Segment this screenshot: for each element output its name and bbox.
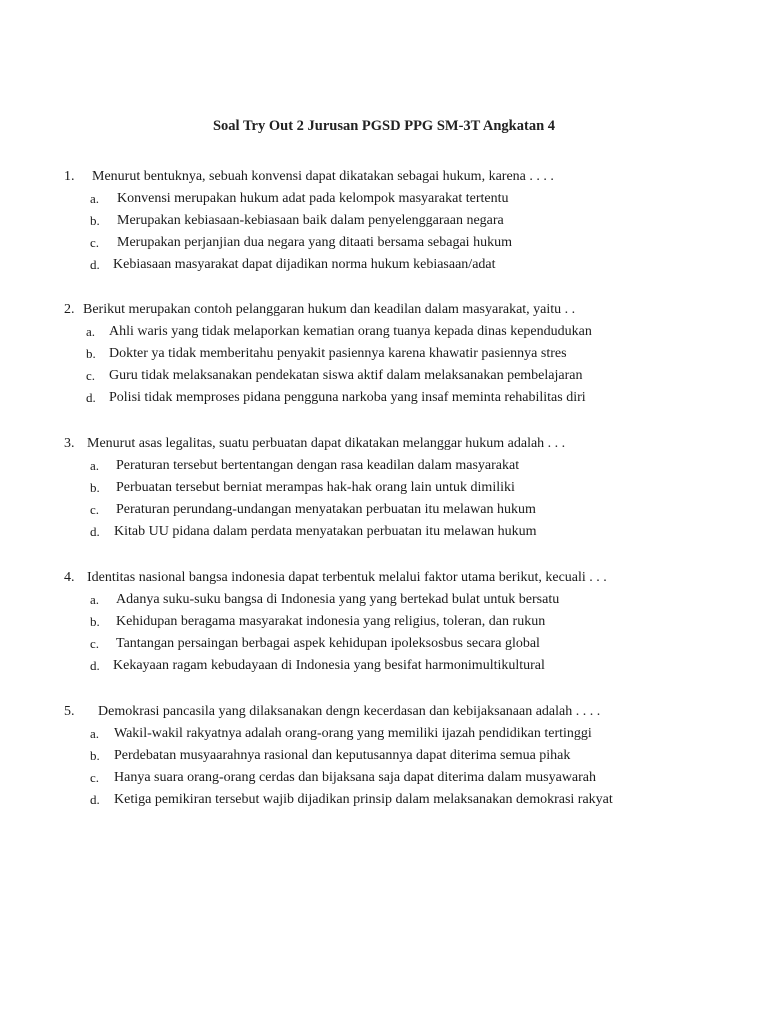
- option-text: Perdebatan musyaarahnya rasional dan keputusannya dapat diterima semua pihak: [114, 748, 571, 763]
- option-text: Adanya suku-suku bangsa di Indonesia yang yang bertekad bulat untuk bersatu: [116, 592, 560, 607]
- option-text: Konvensi merupakan hukum adat pada kelompok masyarakat tertentu: [117, 191, 509, 206]
- option-letter: d.: [90, 792, 100, 807]
- option-text: Guru tidak melaksanakan pendekatan siswa aktif dalam melaksanakan pembelajaran: [109, 368, 583, 383]
- question-text: Demokrasi pancasila yang dilaksanakan dengn kecerdasan dan kebijaksanaan adalah . . . .: [98, 704, 601, 719]
- option-letter: b.: [90, 748, 100, 763]
- option-letter: c.: [90, 636, 100, 651]
- option-letter: a.: [90, 458, 100, 473]
- option-text: Kekayaan ragam kebudayaan di Indonesia yang besifat harmonimultikultural: [113, 658, 545, 673]
- question-text: Berikut merupakan contoh pelanggaran hukum dan keadilan dalam masyarakat, yaitu . .: [83, 302, 576, 317]
- option-letter: a.: [90, 726, 100, 741]
- option-text: Ketiga pemikiran tersebut wajib dijadikan prinsip dalam melaksanakan demokrasi rakyat: [114, 792, 613, 807]
- option-letter: c.: [90, 502, 100, 517]
- option-text: Polisi tidak memproses pidana pengguna narkoba yang insaf meminta rehabilitas diri: [109, 390, 586, 405]
- option-text: Wakil-wakil rakyatnya adalah orang-orang yang memiliki ijazah pendidikan tertinggi: [114, 726, 592, 741]
- option-text: Perbuatan tersebut berniat merampas hak-hak orang lain untuk dimiliki: [116, 480, 515, 495]
- option-text: Kehidupan beragama masyarakat indonesia yang religius, toleran, dan rukun: [116, 614, 546, 629]
- option-text: Hanya suara orang-orang cerdas dan bijaksana saja dapat diterima dalam musyawarah: [114, 770, 597, 785]
- option-letter: d.: [90, 658, 100, 673]
- document-title: Soal Try Out 2 Jurusan PGSD PPG SM-3T Angkatan 4: [212, 118, 556, 134]
- option-letter: b.: [90, 614, 100, 629]
- option-letter: a.: [90, 191, 100, 206]
- option-letter: a.: [90, 592, 100, 607]
- option-letter: b.: [90, 480, 100, 495]
- option-text: Kebiasaan masyarakat dapat dijadikan norma hukum kebiasaan/adat: [113, 257, 496, 272]
- option-text: Peraturan tersebut bertentangan dengan rasa keadilan dalam masyarakat: [116, 458, 520, 473]
- option-text: Merupakan perjanjian dua negara yang ditaati bersama sebagai hukum: [117, 235, 512, 250]
- question-number: 2.: [64, 302, 75, 317]
- option-letter: d.: [90, 257, 100, 272]
- question-number: 5.: [64, 704, 75, 719]
- option-letter: c.: [86, 368, 96, 383]
- question-text: Identitas nasional bangsa indonesia dapat terbentuk melalui faktor utama berikut, kecuali . . .: [87, 570, 607, 585]
- question-text: Menurut asas legalitas, suatu perbuatan dapat dikatakan melanggar hukum adalah . . .: [87, 436, 566, 451]
- option-text: Peraturan perundang-undangan menyatakan perbuatan itu melawan hukum: [116, 502, 536, 517]
- option-text: Merupakan kebiasaan-kebiasaan baik dalam penyelenggaraan negara: [117, 213, 504, 228]
- option-letter: b.: [86, 346, 96, 361]
- question-number: 4.: [64, 570, 75, 585]
- option-letter: c.: [90, 770, 100, 785]
- option-letter: b.: [90, 213, 100, 228]
- option-letter: d.: [90, 524, 100, 539]
- option-text: Kitab UU pidana dalam perdata menyatakan perbuatan itu melawan hukum: [114, 524, 537, 539]
- option-letter: c.: [90, 235, 100, 250]
- option-text: Dokter ya tidak memberitahu penyakit pasiennya karena khawatir pasiennya stres: [109, 346, 567, 361]
- option-letter: a.: [86, 324, 96, 339]
- option-letter: d.: [86, 390, 96, 405]
- question-number: 3.: [64, 436, 75, 451]
- option-text: Tantangan persaingan berbagai aspek kehidupan ipoleksosbus secara global: [116, 636, 540, 651]
- question-number: 1.: [64, 169, 75, 184]
- option-text: Ahli waris yang tidak melaporkan kematian orang tuanya kepada dinas kependudukan: [109, 324, 592, 339]
- question-text: Menurut bentuknya, sebuah konvensi dapat dikatakan sebagai hukum, karena . . . .: [92, 169, 554, 184]
